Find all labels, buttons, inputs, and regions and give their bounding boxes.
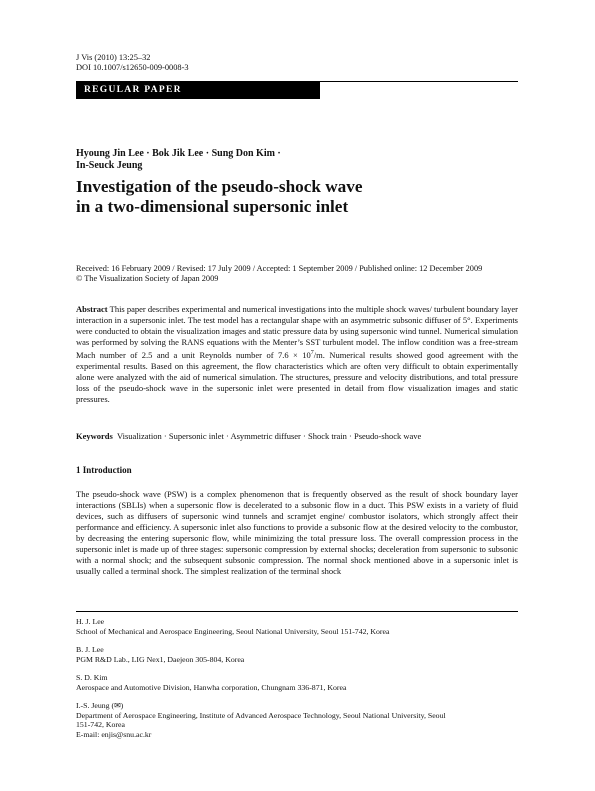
date-history: Received: 16 February 2009 / Revised: 17 July 2009 / Accepted: 1 September 2009 / Published online: 12 December 2009 [76,264,483,273]
affiliation-name: H. J. Lee [76,617,105,626]
article-type-banner: REGULAR PAPER [76,81,320,99]
abstract-label: Abstract [76,304,108,314]
publication-dates [76,264,518,284]
affiliation-address: Department of Aerospace Engineering, Institute of Advanced Aerospace Technology, Seoul National University, Seoul [76,710,446,720]
keywords-label: Keywords [76,431,113,441]
doi: DOI 10.1007/s12650-009-0008-3 [76,63,189,72]
affiliation-2 [76,645,518,664]
abstract-exponent: 7 [310,350,314,356]
affiliation-address: School of Mechanical and Aerospace Engineering, Seoul National University, Seoul 151-742, Korea [76,626,390,636]
affiliation-address: PGM R&D Lab., LIG Nex1, Daejeon 305-804, Korea [76,654,245,664]
affiliation-4 [76,701,518,739]
affiliation-name: I.-S. Jeung (✉) [76,701,124,710]
author-line-2: In-Seuck Jeung [76,159,143,171]
title-line-1: Investigation of the pseudo-shock wave [76,177,363,196]
affiliation-name: S. D. Kim [76,673,108,682]
copyright: © The Visualization Society of Japan 2009 [76,274,219,283]
affiliation-3 [76,673,518,692]
affiliation-name: B. J. Lee [76,645,104,654]
author-line-1: Hyoung Jin Lee · Bok Jik Lee · Sung Don Kim · [76,148,281,159]
affiliation-email: E-mail: enjis@snu.ac.kr [76,729,152,739]
paper-title [76,177,516,217]
introduction-text: The pseudo-shock wave (PSW) is a complex phenomenon that is frequently observed as the result of shock boundary layer interactions (SBLIs) when a supersonic flow is decelerated to a subsonic flow in a duct. This PSW exists in a variety of fluid devices, such as diffusers of supersonic wind tunnels and scramjet engine/ combustor isolators, which strongly affect their performance and efficiency. A supersonic inlet also functions to provide a subsonic flow at the desired velocity to the combustor, by decreasing the entering supersonic flow, while minimizing the total pressure loss. The overall compression process in the supersonic inlet is made up of three stages: supersonic compression by external shocks; deceleration from supersonic to subsonic with a normal shock; and the subsequent subsonic compression. The normal shock mentioned above in a supersonic inlet is usually called a terminal shock. The simplest realization of the terminal shock [76,489,518,576]
section-heading: 1 Introduction [76,465,132,475]
abstract-text-1: This paper describes experimental and numerical investigations into the multiple shock waves/ turbulent boundary layer interaction in a supersonic inlet. The test model has a rectangular shape with an asymmetric subsonic diffuser of 5°. Experiments were conducted to obtain the visualization images and static pressure data by using supersonic wind tunnel. Numerical simulation was performed by solving the RANS equations with the Menter’s SST turbulent model. The inflow condition was a free-stream Mach number of 2.5 and a unit Reynolds number of 7.6 × 10 [76,304,518,360]
keywords-text: Visualization · Supersonic inlet · Asymmetric diffuser · Shock train · Pseudo-shock wave [116,431,422,441]
keywords [76,431,518,442]
abstract-text-2: /m. Numerical results showed good agreement with the experimental results. Based on this agreement, the flow characteristics which are often very difficult to obtain experimentally alone were analyzed with the aid of numerical simulation. The structures, pressure and velocity distributions, and total pressure loss of the pseudo-shock wave in the supersonic inlet were presented in detail from flow visualization images and static pressures. [76,349,518,404]
affiliation-address: 151-742, Korea [76,720,125,729]
affiliation-address: Aerospace and Automotive Division, Hanwha corporation, Chungnam 336-871, Korea [76,682,347,692]
footnote-rule [76,611,518,612]
affiliation-1 [76,617,518,636]
journal-reference: J Vis (2010) 13:25–32 [76,53,151,62]
abstract [76,304,518,405]
title-line-2: in a two-dimensional supersonic inlet [76,197,349,216]
author-list [76,148,376,171]
